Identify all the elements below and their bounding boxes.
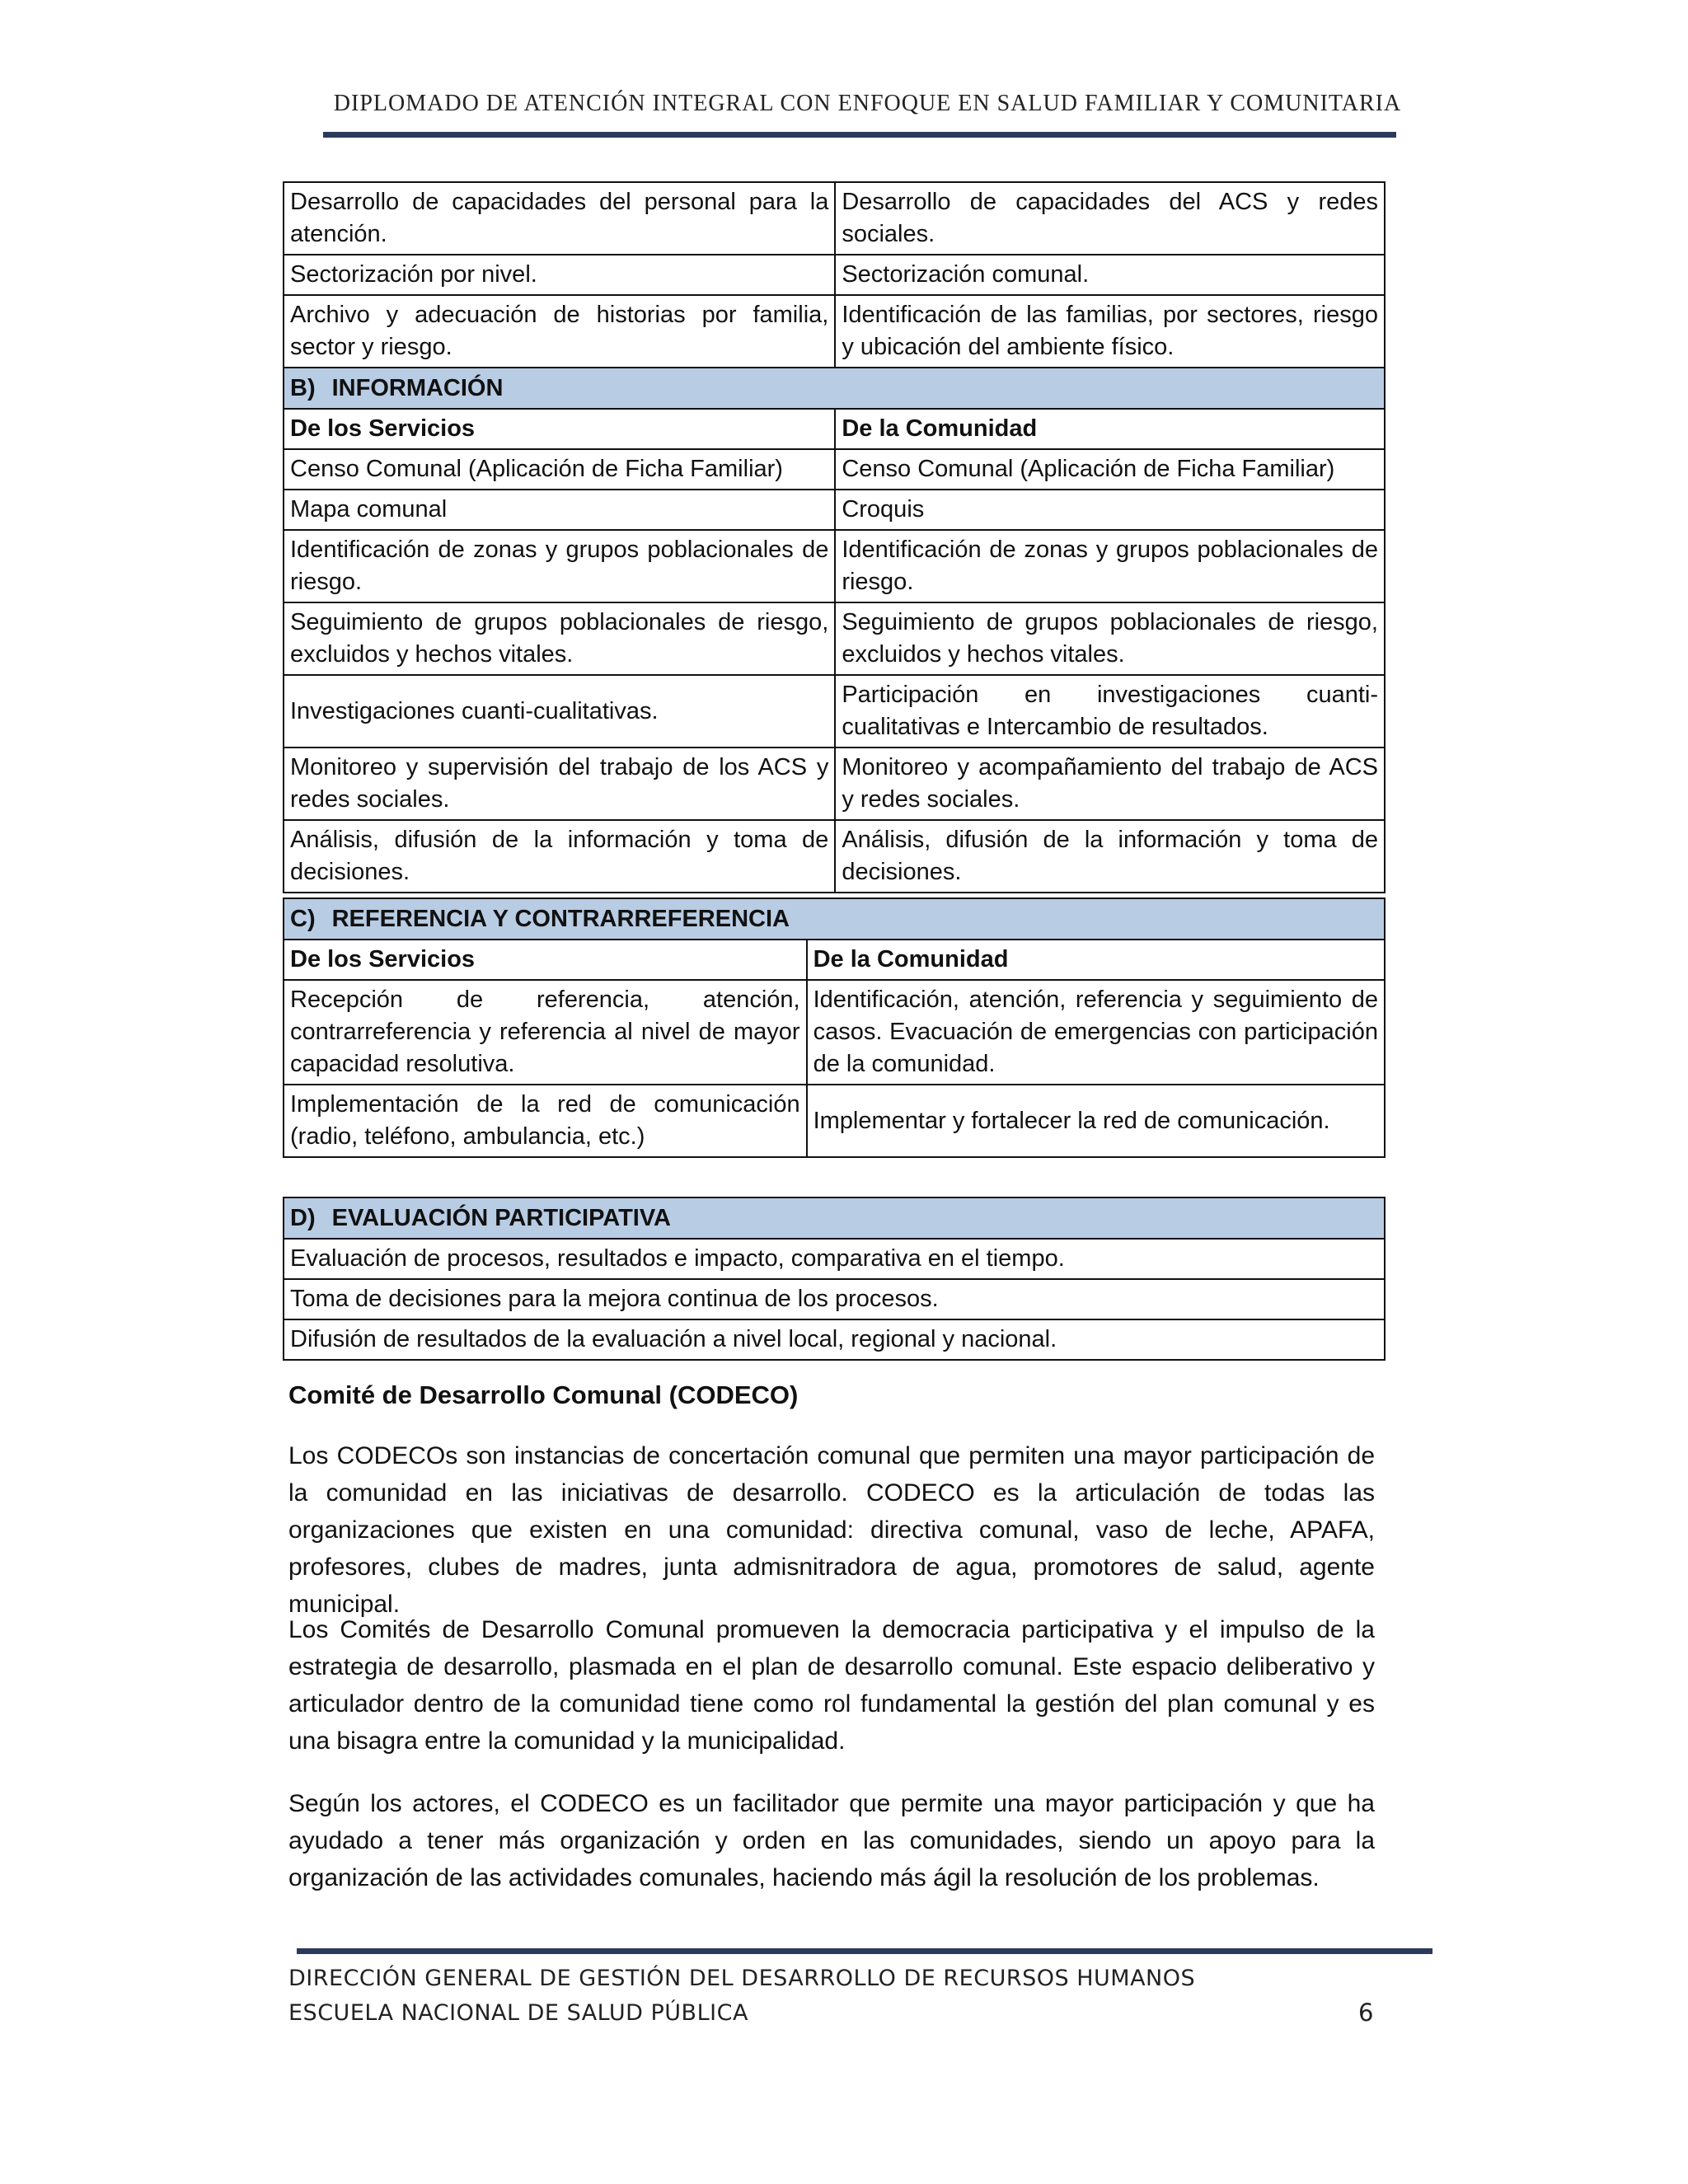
table-row: [284, 602, 1385, 675]
table-cell: Identificación de las familias, por sectores, riesgo y ubicación del ambiente físico.: [835, 295, 1385, 368]
body-paragraph: Los CODECOs son instancias de concertación comunal que permiten una mayor participación de la comunidad en las iniciativas de desarrollo. CODECO es la articulación de todas las organizaciones que existen en una comunidad: directiva comunal, vaso de leche, APAFA, profesores, clubes de madres, junta admisnitradora de agua, promotores de salud, agente municipal.: [288, 1442, 1375, 1618]
column-header-row: [284, 940, 1385, 980]
table-cell: Difusión de resultados de la evaluación a nivel local, regional y nacional.: [284, 1319, 1385, 1360]
table-row: [284, 748, 1385, 820]
table-row: [284, 182, 1385, 255]
table-cell: Monitoreo y supervisión del trabajo de los ACS y redes sociales.: [284, 748, 835, 820]
evaluation-table: [283, 1197, 1386, 1361]
table-cell: Investigaciones cuanti-cualitativas.: [284, 675, 835, 748]
table-cell: Implementar y fortalecer la red de comunicación.: [807, 1085, 1385, 1157]
information-table: [283, 181, 1386, 893]
table-cell: Seguimiento de grupos poblacionales de riesgo, excluidos y hechos vitales.: [284, 602, 835, 675]
section-header-row: [284, 898, 1385, 940]
section-letter: C): [290, 905, 316, 932]
table-cell: Mapa comunal: [284, 490, 835, 530]
document-header-title: DIPLOMADO DE ATENCIÓN INTEGRAL CON ENFOQUE EN SALUD FAMILIAR Y COMUNITARIA: [333, 91, 1402, 116]
column-header: De la Comunidad: [835, 409, 1385, 449]
table-row: [284, 530, 1385, 602]
section-header-row: [284, 1197, 1385, 1239]
referral-table: [283, 898, 1386, 1158]
column-header: De la Comunidad: [807, 940, 1385, 980]
section-header: [284, 1197, 1385, 1239]
table-cell: Sectorización por nivel.: [284, 255, 835, 295]
table-row: [284, 820, 1385, 893]
table-row: [284, 1279, 1385, 1319]
column-header-row: [284, 409, 1385, 449]
header-rule: [323, 132, 1396, 138]
section-heading: Comité de Desarrollo Comunal (CODECO): [288, 1380, 799, 1409]
table-row: [284, 675, 1385, 748]
section-title: EVALUACIÓN PARTICIPATIVA: [331, 1204, 671, 1231]
table-cell: Desarrollo de capacidades del ACS y redes sociales.: [835, 182, 1385, 255]
table-row: [284, 1319, 1385, 1360]
table-cell: Croquis: [835, 490, 1385, 530]
body-paragraph: Los Comités de Desarrollo Comunal promueven la democracia participativa y el impulso de la estrategia de desarrollo, plasmada en el plan de desarrollo comunal. Este espacio deliberativo y articulador dentro de la comunidad tiene como rol fundamental la gestión del plan comunal y es una bisagra entre la comunidad y la municipalidad.: [288, 1616, 1375, 1755]
body-paragraph: Según los actores, el CODECO es un facilitador que permite una mayor participación y que ha ayudado a tener más organización y orden en las comunidades, siendo un apoyo para la organización de las actividades comunales, haciendo más ágil la resolución de los problemas.: [288, 1790, 1375, 1891]
section-title: INFORMACIÓN: [331, 374, 504, 401]
table-row: [284, 490, 1385, 530]
footer-school: ESCUELA NACIONAL DE SALUD PÚBLICA: [288, 2000, 748, 2026]
table-cell: Recepción de referencia, atención, contrarreferencia y referencia al nivel de mayor capacidad resolutiva.: [284, 980, 807, 1085]
section-header: [284, 368, 1385, 409]
section-title: REFERENCIA Y CONTRARREFERENCIA: [331, 905, 790, 932]
table-cell: Toma de decisiones para la mejora continua de los procesos.: [284, 1279, 1385, 1319]
table-row: [284, 295, 1385, 368]
column-header: De los Servicios: [284, 940, 807, 980]
column-header: De los Servicios: [284, 409, 835, 449]
table-cell: Monitoreo y acompañamiento del trabajo de ACS y redes sociales.: [835, 748, 1385, 820]
table-cell: Seguimiento de grupos poblacionales de riesgo, excluidos y hechos vitales.: [835, 602, 1385, 675]
table-cell: Análisis, difusión de la información y toma de decisiones.: [835, 820, 1385, 893]
table-cell: Identificación, atención, referencia y seguimiento de casos. Evacuación de emergencias con participación de la comunidad.: [807, 980, 1385, 1085]
table-row: [284, 980, 1385, 1085]
footer-institution: DIRECCIÓN GENERAL DE GESTIÓN DEL DESARROLLO DE RECURSOS HUMANOS: [288, 1966, 1196, 1991]
table-cell: Censo Comunal (Aplicación de Ficha Familiar): [284, 449, 835, 490]
table-cell: Identificación de zonas y grupos poblacionales de riesgo.: [835, 530, 1385, 602]
section-letter: B): [290, 374, 316, 401]
table-cell: Identificación de zonas y grupos poblacionales de riesgo.: [284, 530, 835, 602]
section-letter: D): [290, 1204, 316, 1231]
table-cell: Archivo y adecuación de historias por familia, sector y riesgo.: [284, 295, 835, 368]
table-cell: Censo Comunal (Aplicación de Ficha Familiar): [835, 449, 1385, 490]
section-header-row: [284, 368, 1385, 409]
table-row: [284, 255, 1385, 295]
footer-rule: [297, 1948, 1432, 1954]
table-row: [284, 449, 1385, 490]
table-row: [284, 1239, 1385, 1279]
page-number: 6: [1358, 1999, 1374, 2027]
table-cell: Evaluación de procesos, resultados e impacto, comparativa en el tiempo.: [284, 1239, 1385, 1279]
table-cell: Desarrollo de capacidades del personal para la atención.: [284, 182, 835, 255]
table-row: [284, 1085, 1385, 1157]
table-cell: Sectorización comunal.: [835, 255, 1385, 295]
section-header: [284, 898, 1385, 940]
table-cell: Análisis, difusión de la información y toma de decisiones.: [284, 820, 835, 893]
table-cell: Implementación de la red de comunicación (radio, teléfono, ambulancia, etc.): [284, 1085, 807, 1157]
table-cell: Participación en investigaciones cuanti-cualitativas e Intercambio de resultados.: [835, 675, 1385, 748]
